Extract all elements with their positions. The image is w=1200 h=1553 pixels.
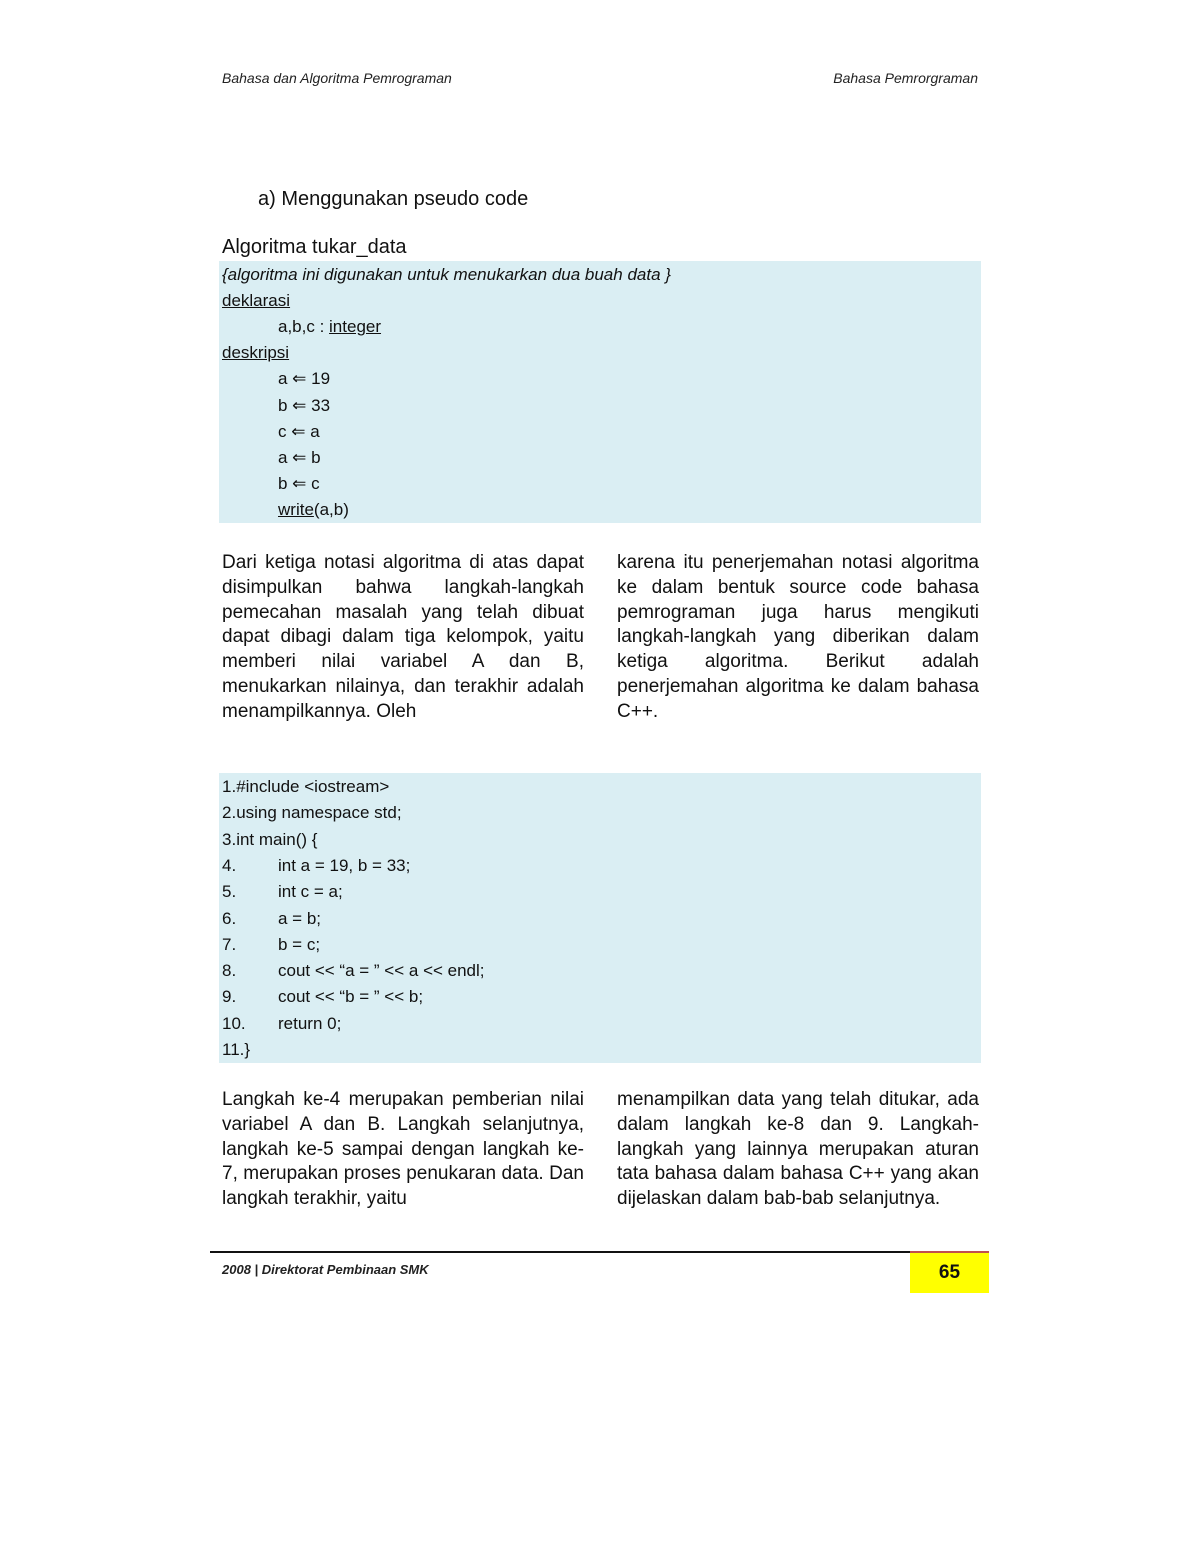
write-keyword: write <box>278 500 314 519</box>
code-line <box>222 909 321 929</box>
code-line <box>222 777 389 797</box>
code-line <box>222 856 410 876</box>
code-line <box>222 987 423 1007</box>
code-line-number: 3. <box>222 829 237 849</box>
deklarasi-keyword: deklarasi <box>222 291 291 310</box>
declaration-type: integer <box>329 317 382 336</box>
code-line-text: int a = 19, b = 33; <box>278 855 411 875</box>
paragraph-2-left: Langkah ke-4 merupakan pemberian nilai variabel A dan B. Langkah selanjutnya, langkah ke-5 sampai dengan langkah ke-7, merupakan proses penukaran data. Dan langkah terakhir, yaitu <box>222 1089 584 1210</box>
footer-divider <box>210 1251 910 1253</box>
code-line <box>222 1014 341 1034</box>
running-header-right: Bahasa Pemrorgraman <box>833 70 978 86</box>
declaration-vars: a,b,c : <box>278 317 330 336</box>
code-line <box>222 882 343 902</box>
pseudo-step: a ⇐ 19 <box>278 369 331 388</box>
code-line <box>222 935 320 955</box>
code-line-text: int main() { <box>236 829 318 849</box>
pseudo-step: a ⇐ b <box>278 448 321 467</box>
code-line <box>222 961 485 981</box>
footer-publisher: 2008 | Direktorat Pembinaan SMK <box>222 1262 429 1277</box>
deskripsi-keyword: deskripsi <box>222 343 290 362</box>
code-line-text: #include <iostream> <box>236 777 390 796</box>
paragraph-2-right: menampilkan data yang telah ditukar, ada dalam langkah ke-8 dan 9. Langkah-langkah yang lainnya merupakan aturan tata bahasa dalam bahasa C++ yang akan dijelaskan dalam bab-bab selanjutnya. <box>617 1089 979 1210</box>
code-line-number: 10. <box>222 1013 246 1033</box>
code-line <box>222 830 317 850</box>
code-line-number: 2. <box>222 803 237 823</box>
write-line <box>278 500 349 520</box>
paragraph-1-left: Dari ketiga notasi algoritma di atas dapat disimpulkan bahwa langkah-langkah pemecahan masalah yang telah dibuat dapat dibagi dalam tiga kelompok, yaitu memberi nilai variabel A dan B, menukarkan nilainya, dan terakhir adalah menampilkannya. Oleh <box>222 552 584 722</box>
algorithm-comment: {algoritma ini digunakan untuk menukarkan dua buah data } <box>222 265 671 284</box>
code-line-number: 4. <box>222 855 237 875</box>
section-heading: a) Menggunakan pseudo code <box>258 188 529 210</box>
code-line-text: } <box>244 1040 251 1059</box>
code-line-number: 11. <box>222 1040 245 1059</box>
code-line <box>222 1040 250 1060</box>
code-line-text: b = c; <box>278 934 321 954</box>
code-line-number: 6. <box>222 908 237 928</box>
write-args: (a,b) <box>313 500 349 519</box>
code-line-text: using namespace std; <box>236 803 402 823</box>
pseudo-step: b ⇐ c <box>278 474 320 493</box>
page-number: 65 <box>910 1253 989 1293</box>
pseudo-step: c ⇐ a <box>278 422 320 441</box>
cpp-code-box <box>219 773 981 1063</box>
code-line-number: 7. <box>222 934 237 954</box>
code-line-text: cout << “b = ” << b; <box>278 987 424 1007</box>
code-line-text: int c = a; <box>278 882 343 902</box>
code-line-number: 1. <box>222 777 237 796</box>
algorithm-title: Algoritma tukar_data <box>222 236 407 258</box>
code-line-number: 8. <box>222 961 237 981</box>
code-line-text: return 0; <box>278 1013 342 1033</box>
code-line-text: cout << “a = ” << a << endl; <box>278 961 485 981</box>
code-line-number: 9. <box>222 987 237 1007</box>
pseudo-step: b ⇐ 33 <box>278 396 331 415</box>
paragraph-1-right: karena itu penerjemahan notasi algoritma ke dalam bentuk source code bahasa pemrograman juga harus mengikuti langkah-langkah yang diberikan dalam ketiga algoritma. Berikut adalah penerjemahan algoritma ke dalam bahasa C++. <box>617 552 979 722</box>
running-header-left: Bahasa dan Algoritma Pemrograman <box>222 70 452 86</box>
code-line-text: a = b; <box>278 908 322 928</box>
code-line <box>222 803 402 823</box>
code-line-number: 5. <box>222 882 237 902</box>
declaration-line <box>278 317 381 337</box>
pseudocode-box <box>219 261 981 523</box>
